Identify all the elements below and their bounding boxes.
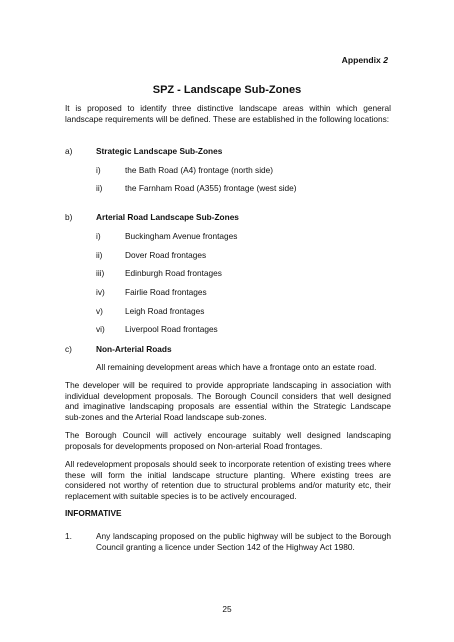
section-b-heading: Arterial Road Landscape Sub-Zones bbox=[96, 212, 239, 222]
informative-item-text: Any landscaping proposed on the public highway will be subject to the Borough Council granting a licence under Section 142 of the Highway Act 1980. bbox=[96, 531, 391, 552]
section-c-heading: Non-Arterial Roads bbox=[96, 344, 172, 354]
body-paragraph-3: All redevelopment proposals should seek to incorporate retention of existing trees where these will form the initial landscape structure planting. Where existing trees are considered not worthy of retention due to structural problems and/or maturity etc, their replacement with suitable species is to be actively encouraged. bbox=[65, 459, 391, 501]
page-number: 25 bbox=[222, 604, 232, 614]
appendix-label bbox=[342, 55, 388, 65]
section-b-item-5-num: v) bbox=[96, 306, 103, 316]
section-b-item-1-num: i) bbox=[96, 231, 101, 241]
section-b-item-3-num: iii) bbox=[96, 268, 105, 278]
section-b-item-4-num: iv) bbox=[96, 287, 105, 297]
informative-heading: INFORMATIVE bbox=[65, 508, 122, 518]
section-b-item-2-num: ii) bbox=[96, 250, 103, 260]
page-title: SPZ - Landscape Sub-Zones bbox=[152, 84, 302, 96]
intro-paragraph: It is proposed to identify three distinctive landscape areas within which general landscape requirements will be defined. These are established in the following locations: bbox=[65, 103, 391, 124]
section-a-item-1-text: the Bath Road (A4) frontage (north side) bbox=[125, 165, 274, 175]
appendix-number: 2 bbox=[383, 55, 388, 65]
appendix-word: Appendix bbox=[341, 55, 381, 65]
section-b-letter: b) bbox=[65, 212, 73, 222]
informative-item-num: 1. bbox=[65, 531, 72, 541]
body-paragraph-1: The developer will be required to provide appropriate landscaping in association with individual development proposals. The Borough Council considers that well designed and imaginative landscaping proposals are essential within the Strategic Landscape sub-zones and the Arterial Road landscape sub-zones. bbox=[65, 380, 391, 422]
section-b-item-4-text: Fairlie Road frontages bbox=[125, 287, 207, 297]
section-a-item-1-num: i) bbox=[96, 165, 101, 175]
section-a-heading: Strategic Landscape Sub-Zones bbox=[96, 146, 223, 156]
section-a-item-2-num: ii) bbox=[96, 183, 103, 193]
section-b-item-6-num: vi) bbox=[96, 324, 105, 334]
section-c-text: All remaining development areas which have a frontage onto an estate road. bbox=[96, 362, 377, 372]
body-paragraph-2: The Borough Council will actively encourage suitably well designed landscaping proposals for developments proposed on Non-arterial Road frontages. bbox=[65, 430, 391, 451]
section-b-item-3-text: Edinburgh Road frontages bbox=[125, 268, 222, 278]
section-c-letter: c) bbox=[65, 344, 72, 354]
section-a-item-2-text: the Farnham Road (A355) frontage (west side) bbox=[125, 183, 297, 193]
section-b-item-1-text: Buckingham Avenue frontages bbox=[125, 231, 238, 241]
section-b-item-2-text: Dover Road frontages bbox=[125, 250, 207, 260]
section-b-item-6-text: Liverpool Road frontages bbox=[125, 324, 218, 334]
section-b-item-5-text: Leigh Road frontages bbox=[125, 306, 205, 316]
section-a-letter: a) bbox=[65, 146, 73, 156]
